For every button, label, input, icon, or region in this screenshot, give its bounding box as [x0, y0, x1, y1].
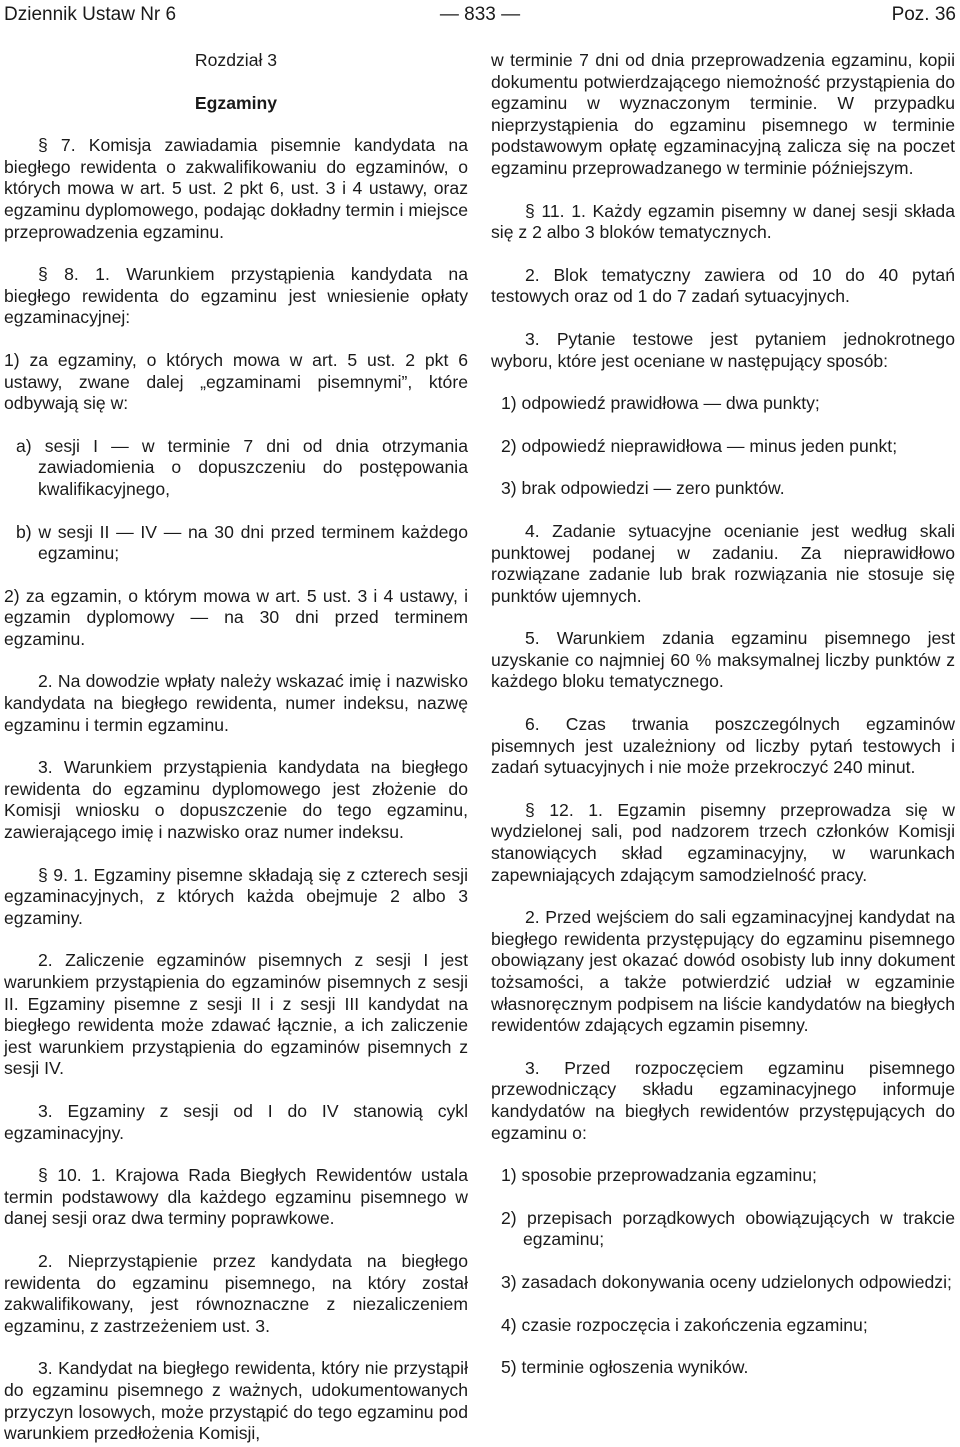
paragraph-12-1: § 12. 1. Egzamin pisemny przeprowadza się w wydzielonej sali, pod nadzorem trzech członków Komisji stanowiących skład egzaminacyjny, w warunkach zapewniających zdającym samodzielność pracy. — [491, 799, 955, 885]
paragraph-12-2: 2. Przed wejściem do sali egzaminacyjnej kandydat na biegłego rewidenta przystępujący do egzaminu pisemnego obowiązany jest okazać dowód osobisty lub inny dokument tożsamości, a także potwierdzić udział w egzaminie własnoręcznym podpisem na liście kandydatów na biegłych rewidentów zdających egzamin pisemny. — [491, 907, 955, 1036]
paragraph-10-1: § 10. 1. Krajowa Rada Biegłych Rewidentów ustala termin podstawowy dla każdego egzaminu pisemnego w danej sesji oraz dwa terminy poprawkowe. — [4, 1165, 468, 1229]
list-item: 3) brak odpowiedzi — zero punktów. — [501, 478, 785, 499]
page-number: — 833 — — [439, 4, 521, 25]
paragraph-8-1-item-2: 2) za egzamin, o którym mowa w art. 5 ust. 3 i 4 ustawy, i egzamin dyplomowy — na 30 dni przed terminem egzaminu. — [4, 585, 468, 649]
paragraph-8-2: 2. Na dowodzie wpłaty należy wskazać imię i nazwisko kandydata na biegłego rewidenta, numer indeksu, nazwę egzaminu i termin egzaminu. — [4, 671, 468, 735]
paragraph-11-3: 3. Pytanie testowe jest pytaniem jednokrotnego wyboru, które jest oceniane w następujący sposób: — [491, 328, 955, 371]
page-header — [0, 0, 960, 34]
paragraph-9-1: § 9. 1. Egzaminy pisemne składają się z czterech sesji egzaminacyjnych, z których każda obejmuje 2 albo 3 egzaminy. — [4, 864, 468, 928]
right-column — [491, 50, 955, 1379]
list-item: 1) sposobie przeprowadzania egzaminu; — [501, 1165, 817, 1186]
paragraph-11-2: 2. Blok tematyczny zawiera od 10 do 40 pytań testowych oraz od 1 do 7 zadań sytuacyjnych. — [491, 264, 955, 307]
left-column — [4, 50, 468, 1445]
position-number: Poz. 36 — [891, 4, 956, 25]
paragraph-9-2: 2. Zaliczenie egzaminów pisemnych z sesji I jest warunkiem przystąpienia do egzaminów pisemnych z sesji II. Egzaminy pisemne z sesji II i z sesji III kandydat na biegłego rewidenta może zdawać łącznie, a ich zaliczenie jest warunkiem przystąpienia do egzaminów pisemnych z sesji IV. — [4, 950, 468, 1079]
paragraph-8-1-item-b: b) w sesji II — IV — na 30 dni przed terminem każdego egzaminu; — [16, 521, 468, 564]
journal-title: Dziennik Ustaw Nr 6 — [4, 4, 177, 25]
list-item: 2) przepisach porządkowych obowiązujących w trakcie egzaminu; — [501, 1207, 955, 1250]
paragraph-8-1: § 8. 1. Warunkiem przystąpienia kandydata na biegłego rewidenta do egzaminu jest wniesienie opłaty egzaminacyjnej: — [4, 264, 468, 328]
chapter-number: Rozdział 3 — [194, 50, 278, 70]
list-item: 3) zasadach dokonywania oceny udzielonych odpowiedzi; — [501, 1271, 952, 1292]
paragraph-11-1: § 11. 1. Każdy egzamin pisemny w danej sesji składa się z 2 albo 3 bloków tematycznych. — [491, 200, 955, 243]
paragraph-11-6: 6. Czas trwania poszczególnych egzaminów pisemnych jest uzależniony od liczby pytań testowych i zadań sytuacyjnych i nie może przekroczyć 240 minut. — [491, 714, 955, 778]
list-item: 2) odpowiedź nieprawidłowa — minus jeden punkt; — [501, 435, 898, 456]
list-item: 1) odpowiedź prawidłowa — dwa punkty; — [501, 393, 820, 414]
paragraph-11-4: 4. Zadanie sytuacyjne ocenianie jest według skali punktowej podanej w zadaniu. Za nieprawidłowo rozwiązane zadanie lub brak rozwiązania nie stosuje się punktów ujemnych. — [491, 520, 955, 606]
paragraph-10-3-continued: w terminie 7 dni od dnia przeprowadzenia egzaminu, kopii dokumentu potwierdzającego niemożność przystąpienia do egzaminu w wyznaczonym terminie. W przypadku nieprzystąpienia do egzaminu pisemnego w terminie podstawowym opłatę egzaminacyjną zalicza się na poczet egzaminu przeprowadzanego w terminie późniejszym. — [491, 50, 955, 178]
paragraph-9-3: 3. Egzaminy z sesji od I do IV stanowią cykl egzaminacyjny. — [4, 1100, 468, 1143]
paragraph-10-3: 3. Kandydat na biegłego rewidenta, który nie przystąpił do egzaminu pisemnego z ważnych, udokumentowanych przyczyn losowych, może przystąpić do tego egzaminu pod warunkiem przedłożenia Komisji, — [4, 1358, 468, 1444]
paragraph-8-3: 3. Warunkiem przystąpienia kandydata na biegłego rewidenta do egzaminu dyplomowego jest złożenie do Komisji wniosku o dopuszczenie do tego egzaminu, zawierającego imię i nazwisko oraz numer indeksu. — [4, 757, 468, 843]
paragraph-10-2: 2. Nieprzystąpienie przez kandydata na biegłego rewidenta do egzaminu pisemnego, na który został zakwalifikowany, jest równoznaczne z niezaliczeniem egzaminu, z zastrzeżeniem ust. 3. — [4, 1250, 468, 1336]
paragraph-8-1-item-a: a) sesji I — w terminie 7 dni od dnia otrzymania zawiadomienia o dopuszczeniu do postępowania kwalifikacyjnego, — [16, 435, 468, 499]
paragraph-12-3: 3. Przed rozpoczęciem egzaminu pisemnego przewodniczący składu egzaminacyjnego informuje kandydatów na biegłych rewidentów przystępujących do egzaminu o: — [491, 1057, 955, 1143]
paragraph-11-5: 5. Warunkiem zdania egzaminu pisemnego jest uzyskanie co najmniej 60 % maksymalnej liczby punktów z każdego bloku tematycznego. — [491, 628, 955, 692]
list-item: 5) terminie ogłoszenia wyników. — [501, 1357, 749, 1378]
paragraph-7: § 7. Komisja zawiadamia pisemnie kandydata na biegłego rewidenta o zakwalifikowaniu do egzaminów, o których mowa w art. 5 ust. 2 pkt 6, ust. 3 i 4 ustawy, oraz egzaminu dyplomowego, podając dokładny termin i miejsce przeprowadzenia egzaminu. — [4, 135, 468, 242]
paragraph-8-1-item-1: 1) za egzaminy, o których mowa w art. 5 ust. 2 pkt 6 ustawy, zwane dalej „egzaminami pisemnymi”, które odbywają się w: — [4, 349, 468, 414]
list-item: 4) czasie rozpoczęcia i zakończenia egzaminu; — [501, 1314, 868, 1335]
chapter-title: Egzaminy — [194, 92, 278, 113]
